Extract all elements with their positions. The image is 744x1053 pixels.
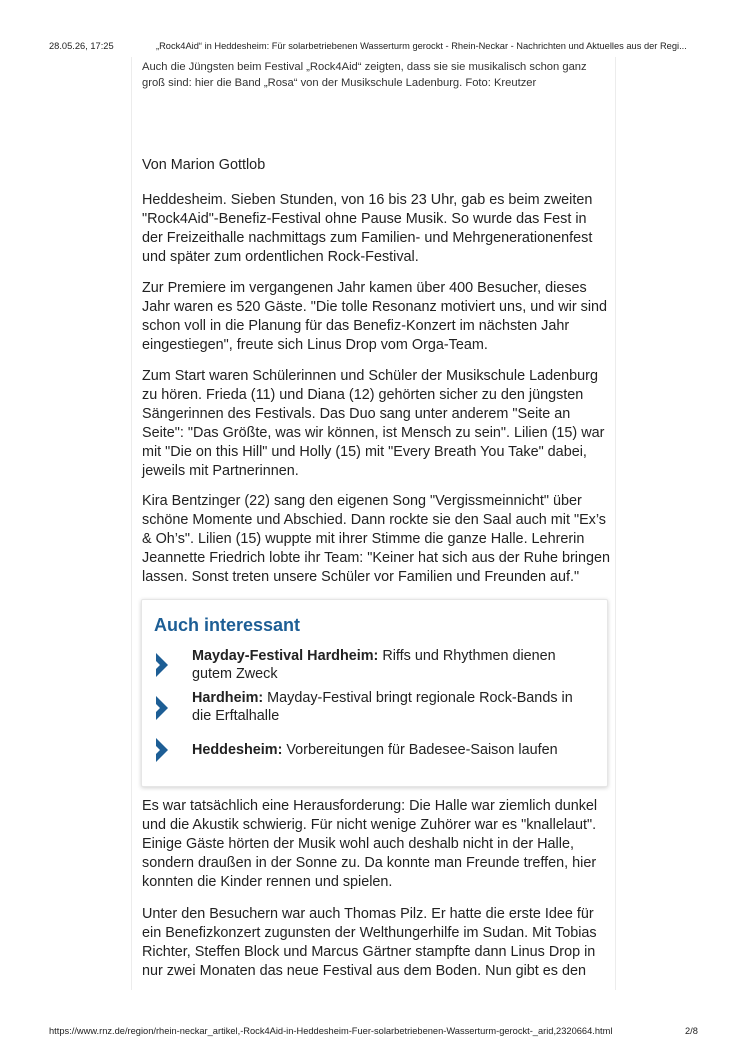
image-caption: Auch die Jüngsten beim Festival „Rock4Aid“ zeigten, dass sie sie musikalisch schon ganz groß sind: hier die Band „Rosa“ von der Musikschule Ladenburg. Foto: Kreutzer bbox=[142, 61, 587, 89]
print-page-title: „Rock4Aid“ in Heddesheim: Für solarbetriebenen Wasserturm gerockt - Rhein-Neckar - Nachrichten und Aktuelles aus der Regi... bbox=[156, 41, 687, 51]
related-item-title: Vorbereitungen für Badesee-Saison laufen bbox=[282, 742, 558, 758]
article-paragraph-2: Zur Premiere im vergangenen Jahr kamen über 400 Besucher, dieses Jahr waren es 520 Gäste. "Die tolle Resonanz motiviert uns, und wir sind schon voll in die Planung für das Benefiz-Konzert im nächsten Jahr eingestiegen", freute sich Linus Drop vom Orga-Team. bbox=[142, 280, 608, 353]
related-item-title: Riffs und Rhythmen dienen gutem Zweck bbox=[192, 648, 556, 682]
related-item-title: Mayday-Festival bringt regionale Rock-Bands in die Erftalhalle bbox=[192, 690, 573, 724]
chevron-right-icon bbox=[154, 695, 170, 721]
article-paragraph-4: Kira Bentzinger (22) sang den eigenen Song "Vergissmeinnicht" über schöne Momente und Abschied. Dann rockte sie den Saal auch mit "Ex’s & Oh’s". Lilien (15) wuppte mit ihrer Stimme die ganze Halle. Lehrerin Jeannette Friedrich lobte ihr Team: "Keiner hat sich aus der Ruhe bringen lassen. Sonst treten unsere Schüler vor Familien und Freunden auf." bbox=[142, 493, 611, 585]
related-item-link[interactable] bbox=[192, 741, 592, 759]
article-paragraph-5: Es war tatsächlich eine Herausforderung: Die Halle war ziemlich dunkel und die Akustik schwierig. Für nicht wenige Zuhörer war es "knallelaut". Einige Gäste hörten der Musik wohl auch deshalb nicht in der Halle, sondern draußen in der Sonne zu. Da konnte man Freunde treffen, hier konnten die Kinder rennen und spielen. bbox=[142, 798, 598, 890]
print-footer bbox=[0, 1026, 744, 1040]
related-item-prefix: Hardheim: bbox=[192, 690, 264, 706]
related-item-link[interactable] bbox=[192, 689, 592, 725]
related-heading: Auch interessant bbox=[154, 615, 301, 635]
related-articles-box bbox=[141, 599, 608, 787]
related-item-link[interactable] bbox=[192, 647, 592, 683]
related-item-mayday-festival[interactable] bbox=[142, 647, 607, 691]
article-paragraph-1: Heddesheim. Sieben Stunden, von 16 bis 23 Uhr, gab es beim zweiten "Rock4Aid"-Benefiz-Festival ohne Pause Musik. So wurde das Fest in der Freizeithalle nachmittags zum Familien- und Mehrgenerationenfest und später zum ordentlichen Rock-Festival. bbox=[142, 192, 593, 265]
print-timestamp: 28.05.26, 17:25 bbox=[49, 41, 114, 51]
print-header bbox=[0, 41, 744, 55]
article-paragraph-3: Zum Start waren Schülerinnen und Schüler der Musikschule Ladenburg zu hören. Frieda (11) und Diana (12) gehörten sicher zu den jüngsten Sängerinnen des Festivals. Das Duo sang unter anderem "Seite an Seite": "Das Größte, was wir können, ist Mensch zu sein". Lilien (15) war mit "Die on this Hill" und Holly (15) mit "Every Breath You Take" dabei, jeweils mit Partnerinnen. bbox=[142, 368, 605, 479]
chevron-right-icon bbox=[154, 652, 170, 678]
page-number: 2/8 bbox=[685, 1026, 698, 1036]
related-item-prefix: Heddesheim: bbox=[192, 742, 283, 758]
related-item-hardheim[interactable] bbox=[142, 689, 607, 733]
article-paragraph-6: Unter den Besuchern war auch Thomas Pilz. Er hatte die erste Idee für ein Benefizkonzert zugunsten der Welthungerhilfe im Sudan. Mit Tobias Richter, Steffen Block und Marcus Gärtner stampfte dann Linus Drop in nur zwei Monaten das neue Festival aus dem Boden. Nun gibt es den bbox=[142, 906, 597, 979]
print-url: https://www.rnz.de/region/rhein-neckar_artikel,-Rock4Aid-in-Heddesheim-Fuer-solarbetriebenen-Wasserturm-gerockt-_arid,2320664.html bbox=[49, 1026, 613, 1036]
related-item-prefix: Mayday-Festival Hardheim: bbox=[192, 648, 379, 664]
author-byline: Von Marion Gottlob bbox=[142, 157, 266, 173]
related-item-heddesheim[interactable] bbox=[142, 735, 607, 779]
chevron-right-icon bbox=[154, 737, 170, 763]
